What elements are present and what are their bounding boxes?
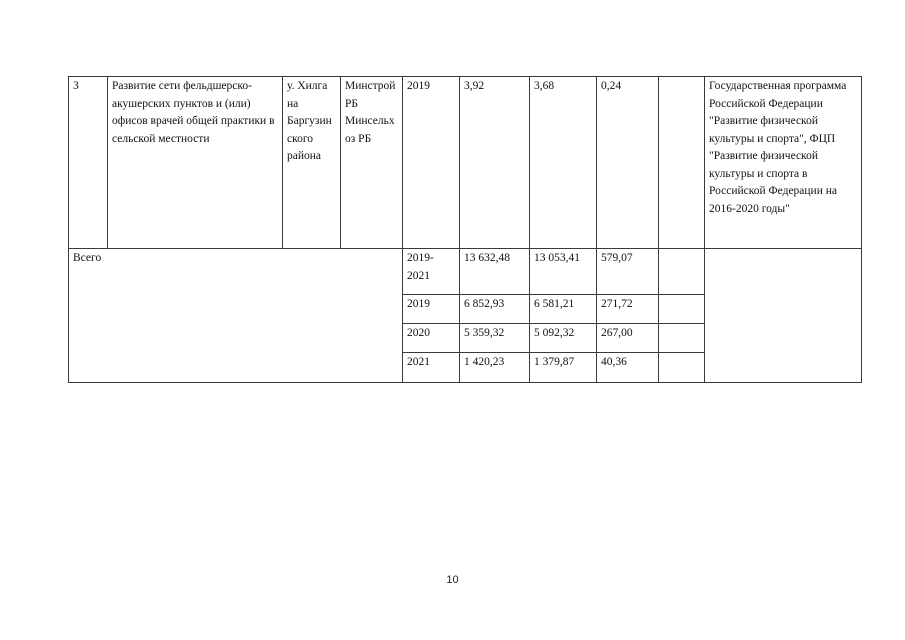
totals-year: 2019: [403, 295, 460, 324]
totals-year: 2021: [403, 353, 460, 383]
activity-program: Государственная программа Российской Федерации "Развитие физической культуры и спорта", ФЦП "Развитие физической культуры и спорта в Российской Федерации на 2016-2020 годы": [705, 77, 862, 249]
totals-label: Всего: [69, 249, 403, 383]
activity-total: 3,92: [460, 77, 530, 249]
activity-executor: Минстрой РБ Минсельхоз РБ: [341, 77, 403, 249]
activities-table: [68, 76, 862, 383]
totals-total: 6 852,93: [460, 295, 530, 324]
activity-federal: 3,68: [530, 77, 597, 249]
totals-other: [659, 249, 705, 295]
activity-regional: 0,24: [597, 77, 659, 249]
totals-other: [659, 295, 705, 324]
activity-year: 2019: [403, 77, 460, 249]
totals-total: 1 420,23: [460, 353, 530, 383]
totals-total: 5 359,32: [460, 324, 530, 353]
totals-other: [659, 324, 705, 353]
totals-total: 13 632,48: [460, 249, 530, 295]
totals-regional: 267,00: [597, 324, 659, 353]
totals-regional: 40,36: [597, 353, 659, 383]
row-number: 3: [69, 77, 108, 249]
totals-federal: 13 053,41: [530, 249, 597, 295]
table-row: [69, 77, 862, 249]
activity-location: у. Хилга на Баргузинского района: [283, 77, 341, 249]
totals-year: 2019-2021: [403, 249, 460, 295]
table-row: [69, 249, 862, 295]
totals-program-empty: [705, 249, 862, 383]
totals-federal: 6 581,21: [530, 295, 597, 324]
activity-name: Развитие сети фельдшерско-акушерских пунктов и (или) офисов врачей общей практики в сельской местности: [108, 77, 283, 249]
totals-year: 2020: [403, 324, 460, 353]
totals-federal: 5 092,32: [530, 324, 597, 353]
totals-other: [659, 353, 705, 383]
totals-federal: 1 379,87: [530, 353, 597, 383]
page-number: 10: [446, 574, 459, 586]
activity-other: [659, 77, 705, 249]
totals-regional: 271,72: [597, 295, 659, 324]
totals-regional: 579,07: [597, 249, 659, 295]
